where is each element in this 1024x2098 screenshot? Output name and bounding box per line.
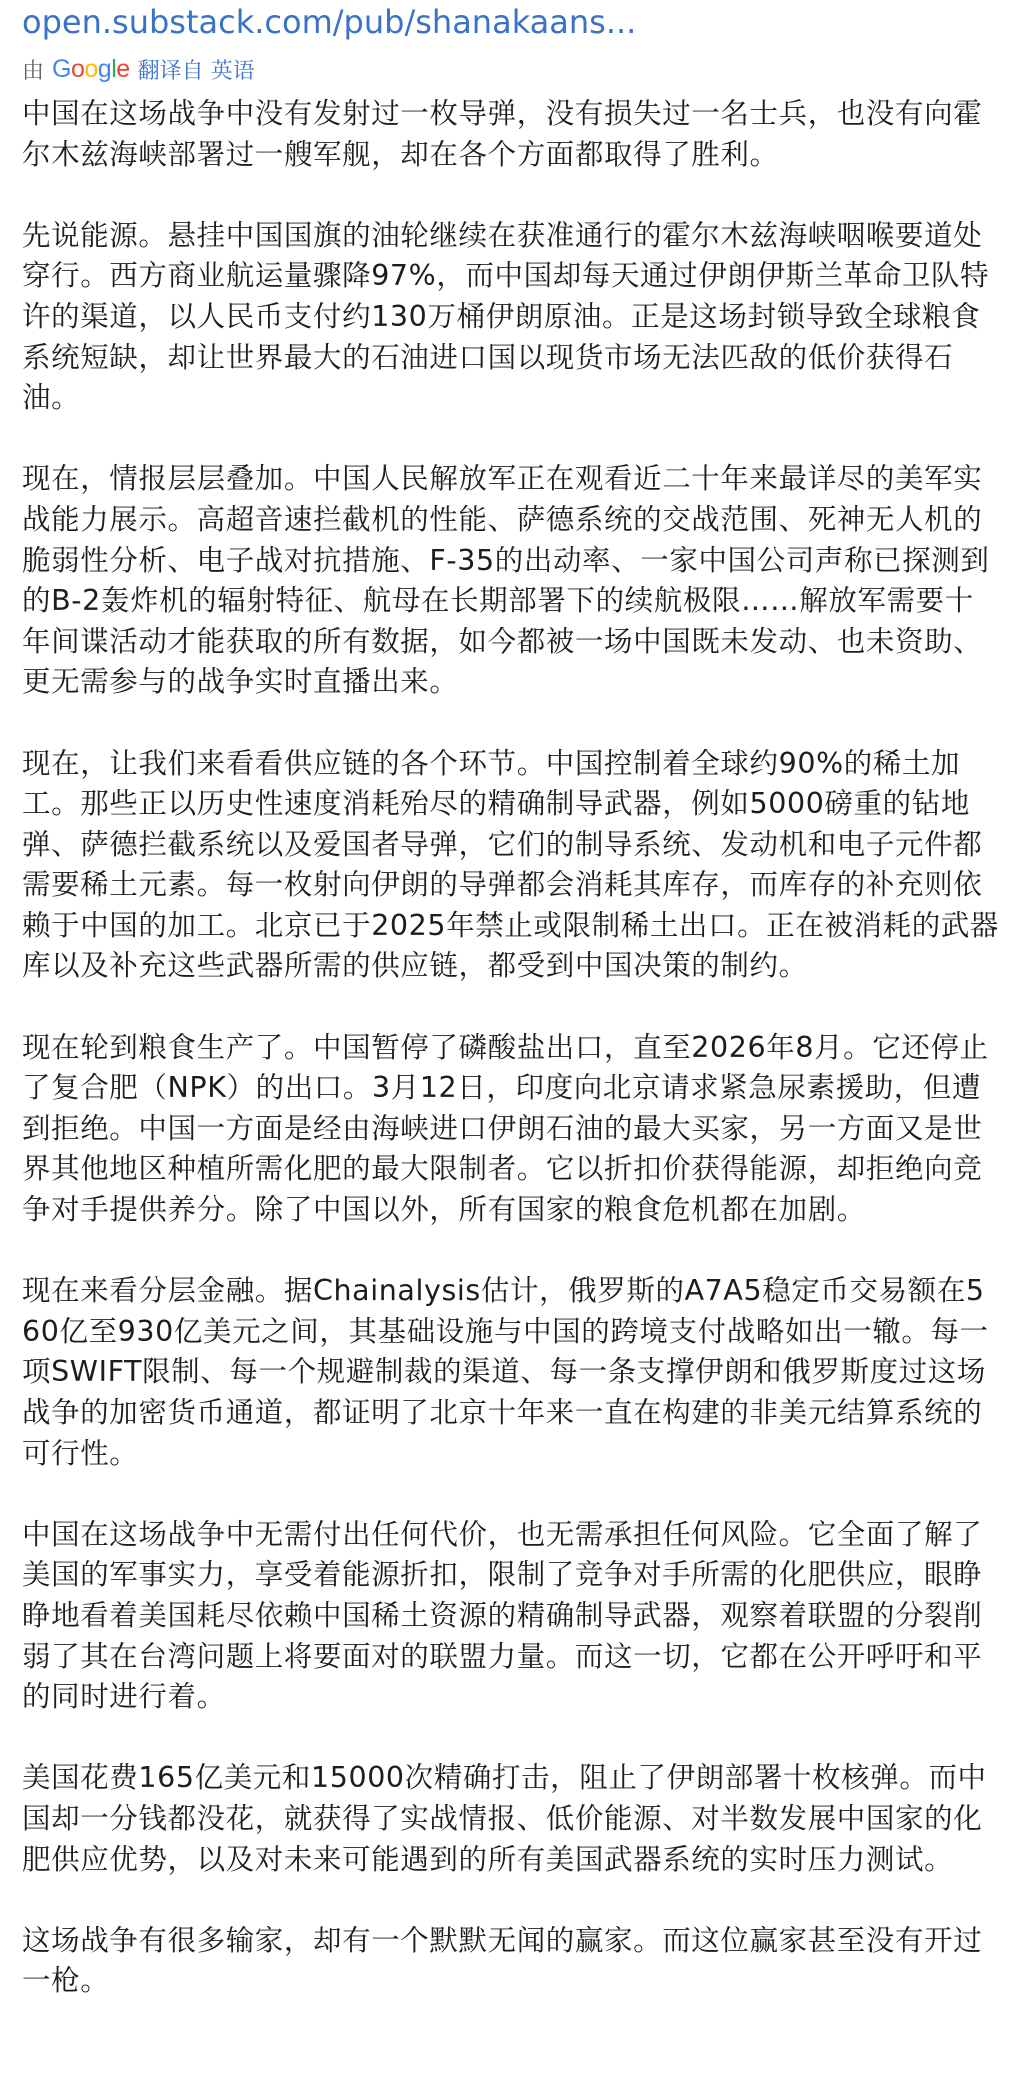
translated-from-english-link[interactable]: 翻译自 英语: [137, 58, 255, 84]
paragraph-8: 美国花费165亿美元和15000次精确打击，阻止了伊朗部署十枚核弹。而中国却一分钱都没花，就获得了实战情报、低价能源、对半数发展中国家的化肥供应优势，以及对未来可能遇到的所有美国武器系统的实时压力测试。: [22, 1761, 987, 1876]
article-body: [22, 94, 1002, 2002]
translated-by-label: 由: [22, 58, 45, 84]
paragraph-1: 中国在这场战争中没有发射过一枚导弹，没有损失过一名士兵，也没有向霍尔木兹海峡部署过一艘军舰，却在各个方面都取得了胜利。: [22, 97, 983, 171]
paragraph-6: 现在来看分层金融。据Chainalysis估计，俄罗斯的A7A5稳定币交易额在560亿至930亿美元之间，其基础设施与中国的跨境支付战略如出一辙。每一项SWIFT限制、每一个规避制裁的渠道、每一条支撑伊朗和俄罗斯度过这场战争的加密货币通道，都证明了北京十年来一直在构建的非美元结算系统的可行性。: [22, 1274, 989, 1470]
translation-attribution[interactable]: [22, 50, 1002, 88]
paragraph-4: 现在，让我们来看看供应链的各个环节。中国控制着全球约90%的稀土加工。那些正以历史性速度消耗殆尽的精确制导武器，例如5000磅重的钻地弹、萨德拦截系统以及爱国者导弹，它们的制导系统、发动机和电子元件都需要稀土元素。每一枚射向伊朗的导弹都会消耗其库存，而库存的补充则依赖于中国的加工。北京已于2025年禁止或限制稀土出口。正在被消耗的武器库以及补充这些武器所需的供应链，都受到中国决策的制约。: [22, 746, 1000, 983]
paragraph-3: 现在，情报层层叠加。中国人民解放军正在观看近二十年来最详尽的美军实战能力展示。高超音速拦截机的性能、萨德系统的交战范围、死神无人机的脆弱性分析、电子战对抗措施、F-35的出动率、一家中国公司声称已探测到的B-2轰炸机的辐射特征、航母在长期部署下的续航极限……解放军需要十年间谍活动才能获取的所有数据，如今都被一场中国既未发动、也未资助、更无需参与的战争实时直播出来。: [22, 462, 990, 699]
google-logo-icon: Google: [52, 54, 130, 83]
paragraph-5: 现在轮到粮食生产了。中国暂停了磷酸盐出口，直至2026年8月。它还停止了复合肥（NPK）的出口。3月12日，印度向北京请求紧急尿素援助，但遭到拒绝。中国一方面是经由海峡进口伊朗石油的最大买家，另一方面又是世界其他地区种植所需化肥的最大限制者。它以折扣价获得能源，却拒绝向竞争对手提供养分。除了中国以外，所有国家的粮食危机都在加剧。: [22, 1030, 989, 1227]
paragraph-2: 先说能源。悬挂中国国旗的油轮继续在获准通行的霍尔木兹海峡咽喉要道处穿行。西方商业航运量骤降97%，而中国却每天通过伊朗伊斯兰革命卫队特许的渠道，以人民币支付约130万桶伊朗原油。正是这场封锁导致全球粮食系统短缺，却让世界最大的石油进口国以现货市场无法匹敌的低价获得石油。: [22, 218, 990, 415]
source-link[interactable]: open.substack.com/pub/shanakaans...: [22, 3, 637, 41]
paragraph-7: 中国在这场战争中无需付出任何代价，也无需承担任何风险。它全面了解了美国的军事实力，享受着能源折扣，限制了竞争对手所需的化肥供应，眼睁睁地看着美国耗尽依赖中国稀土资源的精确制导武器，观察着联盟的分裂削弱了其在台湾问题上将要面对的联盟力量。而这一切，它都在公开呼吁和平的同时进行着。: [22, 1517, 983, 1714]
paragraph-9: 这场战争有很多输家，却有一个默默无闻的赢家。而这位赢家甚至没有开过一枪。: [22, 1923, 983, 1998]
